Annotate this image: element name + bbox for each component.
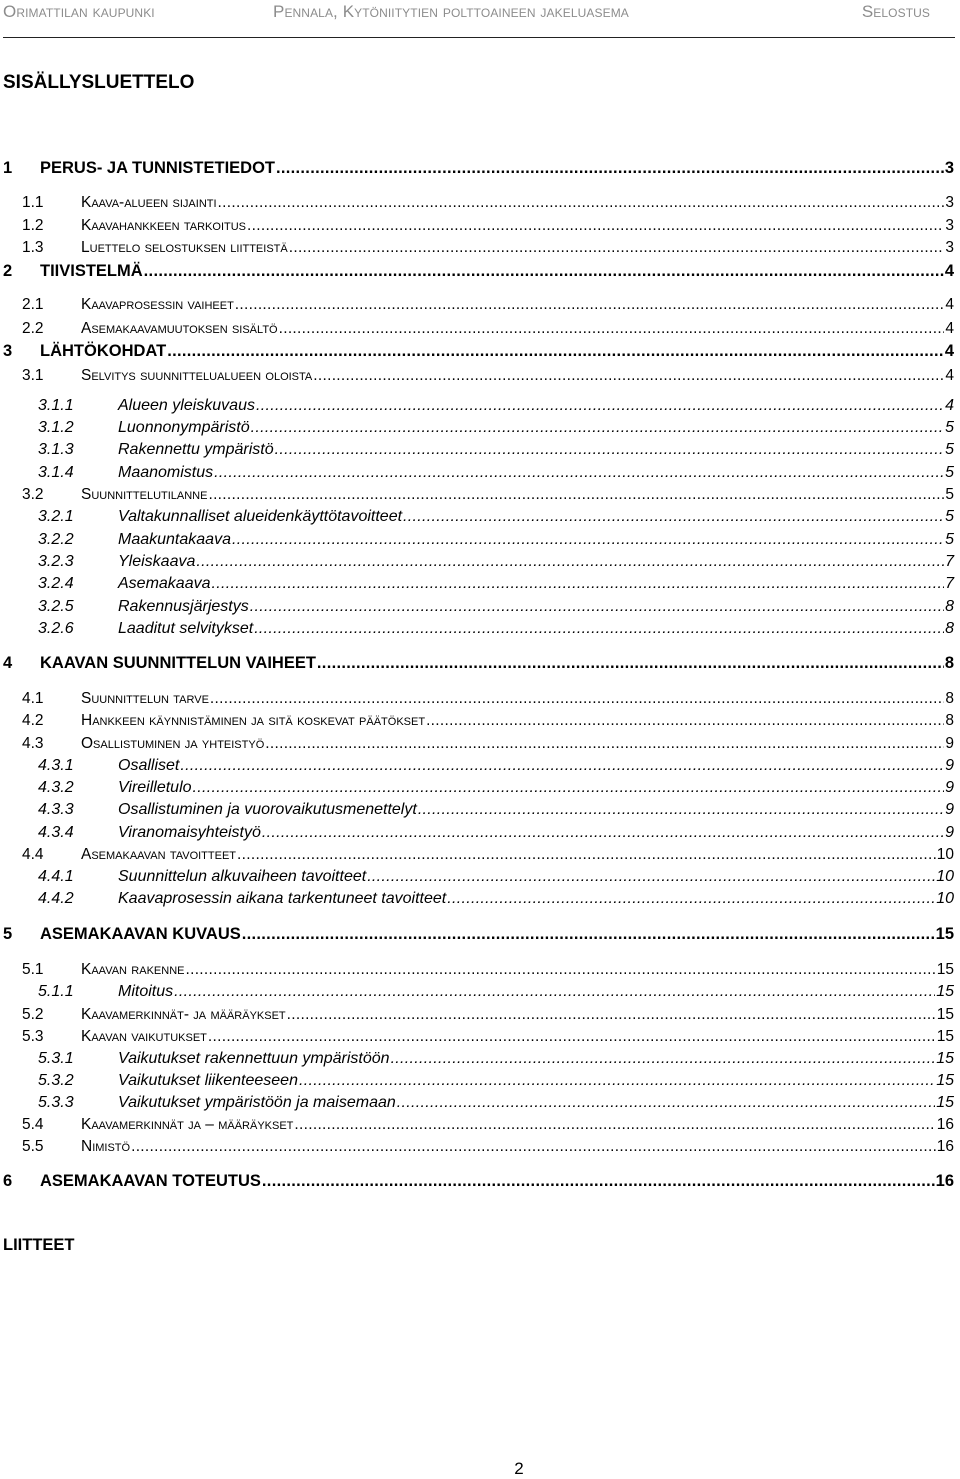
toc-entry[interactable] [3, 654, 954, 673]
header-project: Pennala, Kytöniitytien polttoaineen jakeluasema [273, 2, 629, 21]
toc-entry[interactable] [22, 846, 954, 864]
toc-entry-title: ASEMAKAAVAN TOTEUTUS [40, 1172, 261, 1190]
toc-entry-title: Asemakaavamuutoksen sisältö [81, 320, 278, 337]
toc-entry[interactable] [38, 890, 954, 908]
toc-entry-title: Vaikutukset ympäristöön ja maisemaan [118, 1094, 396, 1111]
toc-entry-number: 4.3.4 [38, 824, 74, 841]
toc-entry-title: Vireilletulo [118, 779, 192, 796]
toc-dot-leader [403, 508, 944, 526]
toc-entry[interactable] [3, 159, 954, 178]
toc-entry-title: Osalliset [118, 757, 180, 774]
toc-entry-page: 9 [945, 735, 954, 752]
toc-entry[interactable] [22, 296, 954, 314]
toc-dot-leader [276, 159, 944, 178]
toc-entry-page: 10 [936, 846, 954, 863]
toc-entry-title: ASEMAKAAVAN KUVAUS [40, 925, 241, 943]
toc-entry-page: 10 [936, 890, 954, 907]
toc-entry-title: TIIVISTELMÄ [40, 262, 143, 280]
toc-dot-leader [237, 846, 936, 864]
toc-entry-page: 15 [936, 983, 954, 1000]
toc-dot-leader [418, 801, 944, 819]
toc-dot-leader [299, 1072, 935, 1090]
toc-entry-page: 5 [945, 508, 954, 525]
toc-entry-title: Suunnittelutilanne [81, 486, 208, 503]
toc-entry-title: Kaavan rakenne [81, 961, 185, 978]
toc-entry-number: 5.3.3 [38, 1094, 74, 1111]
toc-dot-leader [208, 1028, 936, 1046]
toc-entry[interactable] [38, 441, 954, 459]
toc-dot-leader [426, 712, 944, 730]
toc-entry-number: 3.2.1 [38, 508, 74, 525]
toc-entry-title: Kaava-alueen sijainti [81, 194, 217, 211]
toc-entry-title: Asemakaava [118, 575, 211, 592]
page-header [0, 0, 960, 38]
toc-entry-number: 4.3.1 [38, 757, 74, 774]
toc-entry-title: Kaavamerkinnät- ja määräykset [81, 1006, 286, 1023]
toc-dot-leader [218, 194, 945, 212]
toc-entry-page: 15 [936, 1028, 954, 1045]
toc-entry-number: 5.5 [22, 1138, 44, 1155]
toc-dot-leader [212, 575, 945, 593]
toc-entry-page: 4 [945, 367, 954, 384]
toc-dot-leader [144, 262, 944, 281]
toc-entry-title: Suunnittelun tarve [81, 690, 209, 707]
toc-entry-number: 3.2 [22, 486, 44, 503]
toc-entry-page: 5 [945, 531, 954, 548]
toc-entry-title: Nimistö [81, 1138, 131, 1155]
toc-entry-title: Mitoitus [118, 983, 174, 1000]
toc-dot-leader [180, 757, 944, 775]
toc-dot-leader [256, 397, 944, 415]
toc-entry-page: 3 [945, 194, 954, 211]
toc-entry[interactable] [22, 1028, 954, 1046]
page-title: SISÄLLYSLUETTELO [3, 72, 195, 93]
toc-dot-leader [251, 419, 944, 437]
toc-entry[interactable] [38, 598, 954, 616]
toc-dot-leader [232, 531, 944, 549]
toc-entry-number: 3.2.4 [38, 575, 74, 592]
toc-entry-page: 5 [945, 419, 954, 436]
toc-entry-page: 16 [936, 1138, 954, 1155]
toc-entry[interactable] [3, 262, 954, 281]
toc-entry[interactable] [22, 1138, 954, 1156]
toc-entry-title: Kaavaprosessin aikana tarkentuneet tavoitteet [118, 890, 447, 907]
toc-dot-leader [275, 441, 944, 459]
toc-entry-number: 4.4.1 [38, 868, 74, 885]
toc-entry-title: Valtakunnalliset alueidenkäyttötavoitteet [118, 508, 403, 525]
toc-entry-page: 4 [944, 342, 954, 360]
toc-entry-title: Selvitys suunnittelualueen oloista [81, 367, 313, 384]
toc-dot-leader [167, 342, 944, 361]
toc-entry-title: Maakuntakaava [118, 531, 231, 548]
toc-entry-title: Osallistuminen ja yhteistyö [81, 735, 265, 752]
toc-entry[interactable] [3, 1172, 954, 1191]
toc-dot-leader [397, 1094, 935, 1112]
toc-entry-title: LÄHTÖKOHDAT [40, 342, 167, 360]
toc-entry-number: 1 [3, 159, 13, 177]
toc-dot-leader [447, 890, 935, 908]
toc-entry-page: 3 [944, 159, 954, 177]
toc-entry-page: 10 [936, 868, 954, 885]
toc-entry-page: 8 [945, 712, 954, 729]
toc-entry[interactable] [22, 320, 954, 338]
toc-entry[interactable] [38, 868, 954, 886]
toc-entry-number: 3.2.2 [38, 531, 74, 548]
header-divider [3, 37, 955, 38]
toc-entry[interactable] [22, 712, 954, 730]
toc-entry[interactable] [38, 1094, 954, 1112]
toc-entry-title: PERUS- JA TUNNISTETIEDOT [40, 159, 275, 177]
toc-dot-leader [289, 239, 945, 257]
toc-entry-number: 5.3.2 [38, 1072, 74, 1089]
toc-entry-title: Vaikutukset rakennettuun ympäristöön [118, 1050, 390, 1067]
toc-entry-page: 8 [944, 654, 954, 672]
toc-entry-page: 7 [945, 553, 954, 570]
toc-entry-number: 3.2.5 [38, 598, 74, 615]
toc-entry-page: 3 [945, 217, 954, 234]
toc-entry[interactable] [22, 690, 954, 708]
toc-entry-title: Laaditut selvitykset [118, 620, 254, 637]
toc-entry[interactable] [3, 342, 954, 361]
toc-entry-page: 9 [945, 824, 954, 841]
toc-entry-number: 3.2.6 [38, 620, 74, 637]
toc-entry-page: 16 [936, 1116, 954, 1133]
toc-entry-page: 3 [945, 239, 954, 256]
toc-entry-number: 2.1 [22, 296, 44, 313]
toc-dot-leader [208, 486, 944, 504]
toc-entry-page: 8 [945, 598, 954, 615]
toc-entry-number: 4.4.2 [38, 890, 74, 907]
toc-dot-leader [247, 217, 944, 235]
toc-entry-page: 4 [945, 397, 954, 414]
toc-dot-leader [214, 464, 944, 482]
toc-entry[interactable] [22, 961, 954, 979]
toc-entry-page: 8 [945, 620, 954, 637]
toc-entry-page: 5 [945, 486, 954, 503]
toc-entry-number: 5 [3, 925, 13, 943]
toc-dot-leader [174, 983, 935, 1001]
toc-entry-page: 16 [935, 1172, 954, 1190]
toc-entry-title: Hankkeen käynnistäminen ja sitä koskevat päätökset [81, 712, 426, 729]
toc-entry-number: 6 [3, 1172, 13, 1190]
toc-entry-title: Kaavaprosessin vaiheet [81, 296, 234, 313]
toc-entry[interactable] [38, 983, 954, 1001]
toc-entry-number: 5.2 [22, 1006, 44, 1023]
toc-dot-leader [313, 367, 944, 385]
toc-entry[interactable] [22, 194, 954, 212]
toc-entry-number: 4.3 [22, 735, 44, 752]
toc-dot-leader [262, 824, 944, 842]
toc-entry-page: 5 [945, 464, 954, 481]
toc-entry[interactable] [38, 575, 954, 593]
toc-entry-number: 3.1 [22, 367, 44, 384]
header-municipality: Orimattilan kaupunki [3, 2, 155, 21]
toc-entry-title: Kaavamerkinnät ja – määräykset [81, 1116, 294, 1133]
appendix-heading: LIITTEET [3, 1236, 75, 1254]
toc-entry-title: Kaavahankkeen tarkoitus [81, 217, 247, 234]
toc-entry-page: 15 [936, 1050, 954, 1067]
toc-entry-page: 4 [945, 320, 954, 337]
toc-entry-number: 5.3.1 [38, 1050, 74, 1067]
toc-entry[interactable] [38, 419, 954, 437]
toc-dot-leader [242, 925, 935, 944]
toc-entry-title: Rakennettu ympäristö [118, 441, 274, 458]
toc-entry-number: 4.3.3 [38, 801, 74, 818]
toc-entry-number: 1.1 [22, 194, 44, 211]
toc-entry-page: 4 [944, 262, 954, 280]
toc-dot-leader [262, 1172, 935, 1191]
toc-entry-title: Maanomistus [118, 464, 214, 481]
toc-entry[interactable] [38, 553, 954, 571]
toc-entry-title: Luonnonympäristö [118, 419, 250, 436]
toc-entry-title: Rakennusjärjestys [118, 598, 249, 615]
toc-entry-number: 3.1.4 [38, 464, 74, 481]
toc-entry-page: 9 [945, 779, 954, 796]
toc-entry-number: 4.3.2 [38, 779, 74, 796]
toc-dot-leader [294, 1116, 935, 1134]
toc-entry[interactable] [22, 1006, 954, 1024]
toc-entry[interactable] [38, 508, 954, 526]
toc-entry[interactable] [22, 239, 954, 257]
toc-entry-page: 15 [936, 1094, 954, 1111]
toc-entry-number: 5.3 [22, 1028, 44, 1045]
toc-dot-leader [279, 320, 945, 338]
toc-dot-leader [367, 868, 935, 886]
toc-entry-page: 8 [945, 690, 954, 707]
toc-entry-title: Yleiskaava [118, 553, 196, 570]
toc-entry-number: 4.4 [22, 846, 44, 863]
toc-entry-title: Viranomaisyhteistyö [118, 824, 261, 841]
toc-entry-number: 2.2 [22, 320, 44, 337]
toc-dot-leader [287, 1006, 936, 1024]
toc-dot-leader [317, 654, 944, 673]
header-doc-type: Selostus [861, 2, 930, 21]
toc-entry-number: 3.1.1 [38, 397, 74, 414]
toc-entry-title: Suunnittelun alkuvaiheen tavoitteet [118, 868, 367, 885]
toc-dot-leader [250, 598, 944, 616]
toc-entry-number: 3.2.3 [38, 553, 74, 570]
toc-entry-number: 3 [3, 342, 13, 360]
toc-entry-title: Luettelo selostuksen liitteistä [81, 239, 288, 256]
toc-entry[interactable] [38, 1050, 954, 1068]
toc-entry-number: 4.2 [22, 712, 44, 729]
toc-entry[interactable] [38, 464, 954, 482]
toc-entry-title: KAAVAN SUUNNITTELUN VAIHEET [40, 654, 316, 672]
toc-entry-number: 2 [3, 262, 13, 280]
toc-entry[interactable] [38, 1072, 954, 1090]
toc-entry-page: 15 [936, 961, 954, 978]
toc-entry-page: 15 [936, 1072, 954, 1089]
toc-entry-page: 15 [935, 925, 954, 943]
toc-entry-number: 4 [3, 654, 13, 672]
toc-entry-page: 7 [945, 575, 954, 592]
toc-entry[interactable] [38, 779, 954, 797]
toc-dot-leader [254, 620, 944, 638]
toc-entry-page: 9 [945, 801, 954, 818]
toc-entry-number: 3.1.2 [38, 419, 74, 436]
toc-entry[interactable] [22, 1116, 954, 1134]
page-number: 2 [514, 1459, 524, 1478]
toc-entry-number: 5.1 [22, 961, 44, 978]
toc-entry[interactable] [38, 757, 954, 775]
toc-entry-page: 4 [945, 296, 954, 313]
toc-dot-leader [210, 690, 944, 708]
toc-dot-leader [196, 553, 944, 571]
toc-dot-leader [265, 735, 944, 753]
toc-entry-number: 1.2 [22, 217, 44, 234]
toc-dot-leader [131, 1138, 936, 1156]
toc-entry-title: Osallistuminen ja vuorovaikutusmenettelyt [118, 801, 417, 818]
toc-entry-title: Vaikutukset liikenteeseen [118, 1072, 298, 1089]
toc-entry-number: 3.1.3 [38, 441, 74, 458]
toc-entry[interactable] [3, 925, 954, 944]
toc-entry-number: 5.4 [22, 1116, 44, 1133]
toc-entry[interactable] [22, 735, 954, 753]
toc-entry-number: 1.3 [22, 239, 44, 256]
toc-entry[interactable] [22, 367, 954, 385]
toc-dot-leader [193, 779, 945, 797]
toc-entry-page: 5 [945, 441, 954, 458]
toc-entry[interactable] [38, 824, 954, 842]
toc-entry[interactable] [38, 531, 954, 549]
toc-entry-page: 15 [936, 1006, 954, 1023]
toc-entry-number: 4.1 [22, 690, 44, 707]
toc-entry-title: Alueen yleiskuvaus [118, 397, 255, 414]
toc-dot-leader [235, 296, 945, 314]
toc-entry[interactable] [22, 217, 954, 235]
toc-entry[interactable] [22, 486, 954, 504]
toc-entry-number: 5.1.1 [38, 983, 74, 1000]
toc-entry-title: Kaavan vaikutukset [81, 1028, 207, 1045]
toc-entry-page: 9 [945, 757, 954, 774]
toc-entry[interactable] [38, 397, 954, 415]
toc-entry-title: Asemakaavan tavoitteet [81, 846, 237, 863]
toc-entry[interactable] [38, 801, 954, 819]
toc-dot-leader [185, 961, 935, 979]
toc-dot-leader [391, 1050, 936, 1068]
toc-entry[interactable] [38, 620, 954, 638]
